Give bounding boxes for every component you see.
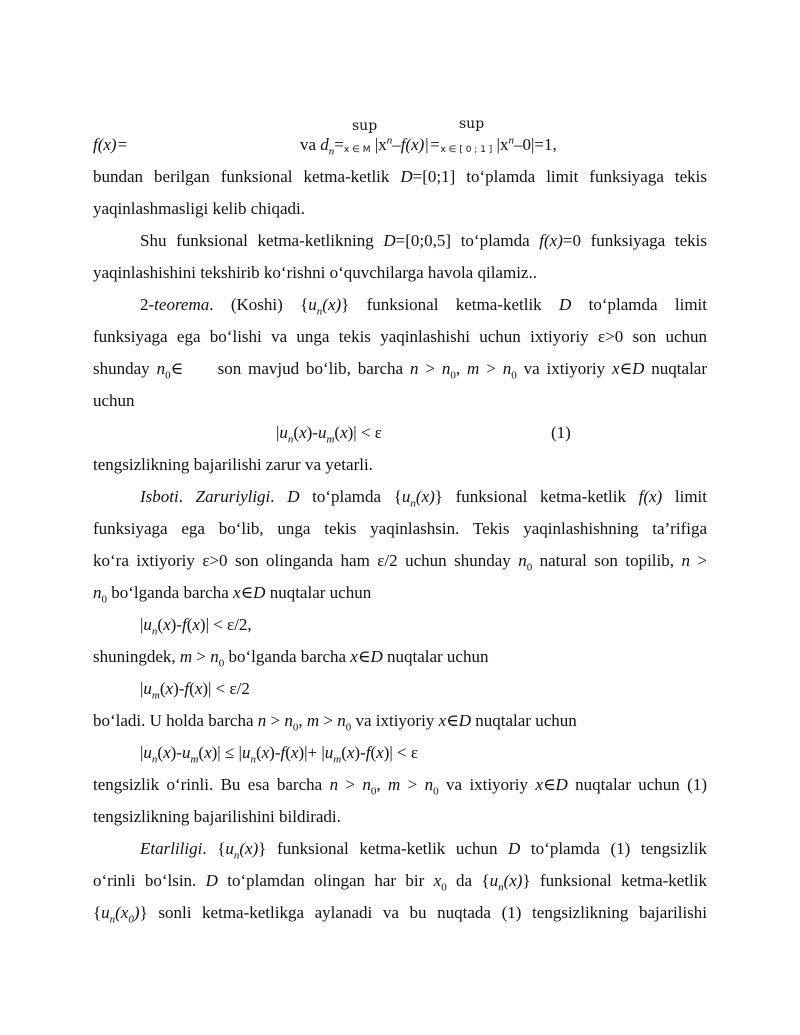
- inequality: $|u_n(x)-f(x)| < \varepsilon/2$,: [140, 615, 252, 638]
- text-line: funksiyaga ega bo‘lib, unga tekis yaqinlashsin. Tekis yaqinlashishning ta’rifiga: [93, 519, 707, 538]
- text-line: tengsizlikning bajarilishi zarur va yetarli.: [93, 455, 373, 474]
- inequality: $|u_m(x)-f(x)| < \varepsilon/2$: [140, 679, 250, 702]
- formula-dn: va $d_n=x$ ∈ M $|x^n-f(x)|=x$ ∈ [ 0 ; 1 ] $|x^n-0|=1$,: [300, 134, 557, 158]
- text-line: funksiyaga ega bo‘lishi va unga tekis yaqinlashishi uchun ixtiyoriy ε>0 son uchun: [93, 327, 707, 346]
- equation-number: (1): [551, 423, 571, 442]
- sup-operator-1: sup: [352, 118, 378, 134]
- text-line: uchun: [93, 391, 135, 410]
- theorem-heading: 2-teorema. (Koshi) $\{u_n(x)\}$ funksional ketma-ketlik D to‘plamda limit: [140, 295, 708, 318]
- text-line: yaqinlashmasligi kelib chiqadi.: [93, 199, 305, 218]
- text-line: tengsizlikning bajarilishini bildiradi.: [93, 807, 341, 826]
- sufficiency-heading: Etarliligi. $\{u_n(x)\}$ funksional ketma-ketlik uchun D to‘plamda (1) tengsizlik: [140, 839, 707, 862]
- inequality: $|u_n(x)-u_m(x)| \le |u_n(x)-f(x)|+ |u_m(x)-f(x)| < \varepsilon$: [140, 743, 418, 766]
- text-line: bo‘ladi. U holda barcha $n > n_0$, $m > n_0$ va ixtiyoriy x∈D nuqtalar uchun: [93, 711, 577, 734]
- text-line: shunday $n_0\in$ son mavjud bo‘lib, barcha $n > n_0$, $m > n_0$ va ixtiyoriy x∈D nuqtalar: [93, 359, 708, 382]
- text-line: o‘rinli bo‘lsin. D to‘plamdan olingan har bir $x_0$ da $\{u_n(x)\}$ funksional ketma-ketlik: [93, 871, 707, 894]
- sup-operator-2: sup: [459, 116, 485, 132]
- text-line: shuningdek, $m > n_0$ bo‘lganda barcha x∈D nuqtalar uchun: [93, 647, 489, 670]
- proof-heading: Isboti. Zaruriyligi. D to‘plamda $\{u_n(x)\}$ funksional ketma-ketlik f(x) limit: [140, 487, 708, 510]
- text-line: Shu funksional ketma-ketlikning D=[0;0,5] to‘plamda f(x)=0 funksiyaga tekis: [140, 231, 707, 250]
- text-line: yaqinlashishini tekshirib ko‘rishni o‘quvchilarga havola qilamiz..: [93, 263, 537, 282]
- text-line: ko‘ra ixtiyoriy ε>0 son olinganda ham ε/2 uchun shunday $n_0$ natural son topilib, n >: [93, 551, 707, 574]
- text-line: tengsizlik o‘rinli. Bu esa barcha $n > n_0$, $m > n_0$ va ixtiyoriy x∈D nuqtalar uchun (1): [93, 775, 708, 798]
- formula-fx: f(x)=: [93, 135, 129, 154]
- text-line: $\{u_n(x_0)\}$ sonli ketma-ketlikga aylanadi va bu nuqtada (1) tengsizlikning bajarilishi: [93, 903, 707, 926]
- text-line: bundan berilgan funksional ketma-ketlik D=[0;1] to‘plamda limit funksiyaga tekis: [93, 167, 707, 186]
- text-line: $n_0$ bo‘lganda barcha x∈D nuqtalar uchun: [93, 583, 372, 606]
- equation-1: $|u_n(x)-u_m(x)| < \varepsilon$: [276, 423, 382, 446]
